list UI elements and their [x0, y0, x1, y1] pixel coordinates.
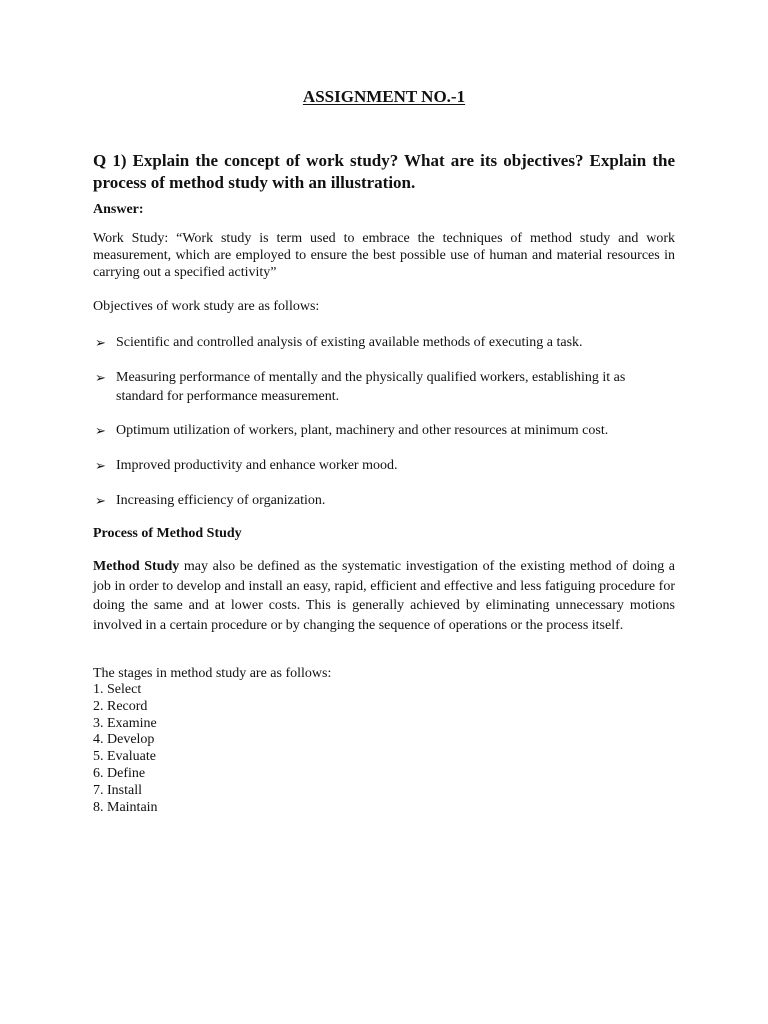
process-heading: Process of Method Study [93, 526, 242, 541]
work-study-definition: Work Study: “Work study is term used to embrace the techniques of method study and work measurement, which are employed to ensure the best possible use of human and material resources in carrying out a specified activity” [93, 231, 675, 280]
objective-text: Scientific and controlled analysis of existing available methods of executing a task. [116, 335, 583, 350]
arrow-bullet-icon: ➢ [95, 335, 106, 350]
objective-text: Measuring performance of mentally and the physically qualified workers, establishing it as standard for performance measurement. [116, 370, 626, 404]
objective-item [93, 491, 675, 510]
arrow-bullet-icon: ➢ [95, 458, 106, 473]
stage-item: 2. Record [93, 698, 148, 714]
stage-item: 8. Maintain [93, 799, 158, 815]
method-study-text: may also be defined as the systematic investigation of the existing method of doing a job in order to develop and install an easy, rapid, efficient and effective and less fatiguing procedure for doing the same and at lower costs. This is generally achieved by eliminating unnecessary motions involved in a certain procedure or by changing the sequence of operations or the process itself. [93, 559, 676, 633]
answer-label: Answer: [93, 202, 144, 217]
assignment-title-text: ASSIGNMENT NO.-1 [302, 87, 466, 106]
objective-item [93, 421, 675, 440]
assignment-title [93, 86, 675, 108]
objectives-intro: Objectives of work study are as follows: [93, 299, 320, 314]
stages-list [93, 682, 158, 816]
stage-item: 5. Evaluate [93, 749, 156, 765]
document-page [93, 0, 675, 1024]
question-text: Q 1) Explain the concept of work study? What are its objectives? Explain the process of method study with an illustration. [93, 151, 675, 192]
objective-item [93, 368, 675, 406]
objective-text: Increasing efficiency of organization. [116, 493, 326, 508]
objective-text: Improved productivity and enhance worker mood. [116, 458, 398, 473]
stages-intro: The stages in method study are as follows: [93, 666, 332, 681]
objective-item [93, 456, 675, 475]
stage-item: 7. Install [93, 782, 142, 798]
stage-item: 6. Define [93, 765, 146, 781]
arrow-bullet-icon: ➢ [95, 423, 106, 438]
method-study-paragraph [93, 557, 675, 635]
stage-item: 4. Develop [93, 732, 155, 748]
arrow-bullet-icon: ➢ [95, 370, 106, 385]
objective-item [93, 333, 675, 352]
objective-text: Optimum utilization of workers, plant, machinery and other resources at minimum cost. [116, 423, 609, 438]
arrow-bullet-icon: ➢ [95, 493, 106, 508]
stage-item: 1. Select [93, 682, 142, 697]
stage-item: 3. Examine [93, 715, 157, 731]
method-study-term: Method Study [93, 559, 180, 574]
